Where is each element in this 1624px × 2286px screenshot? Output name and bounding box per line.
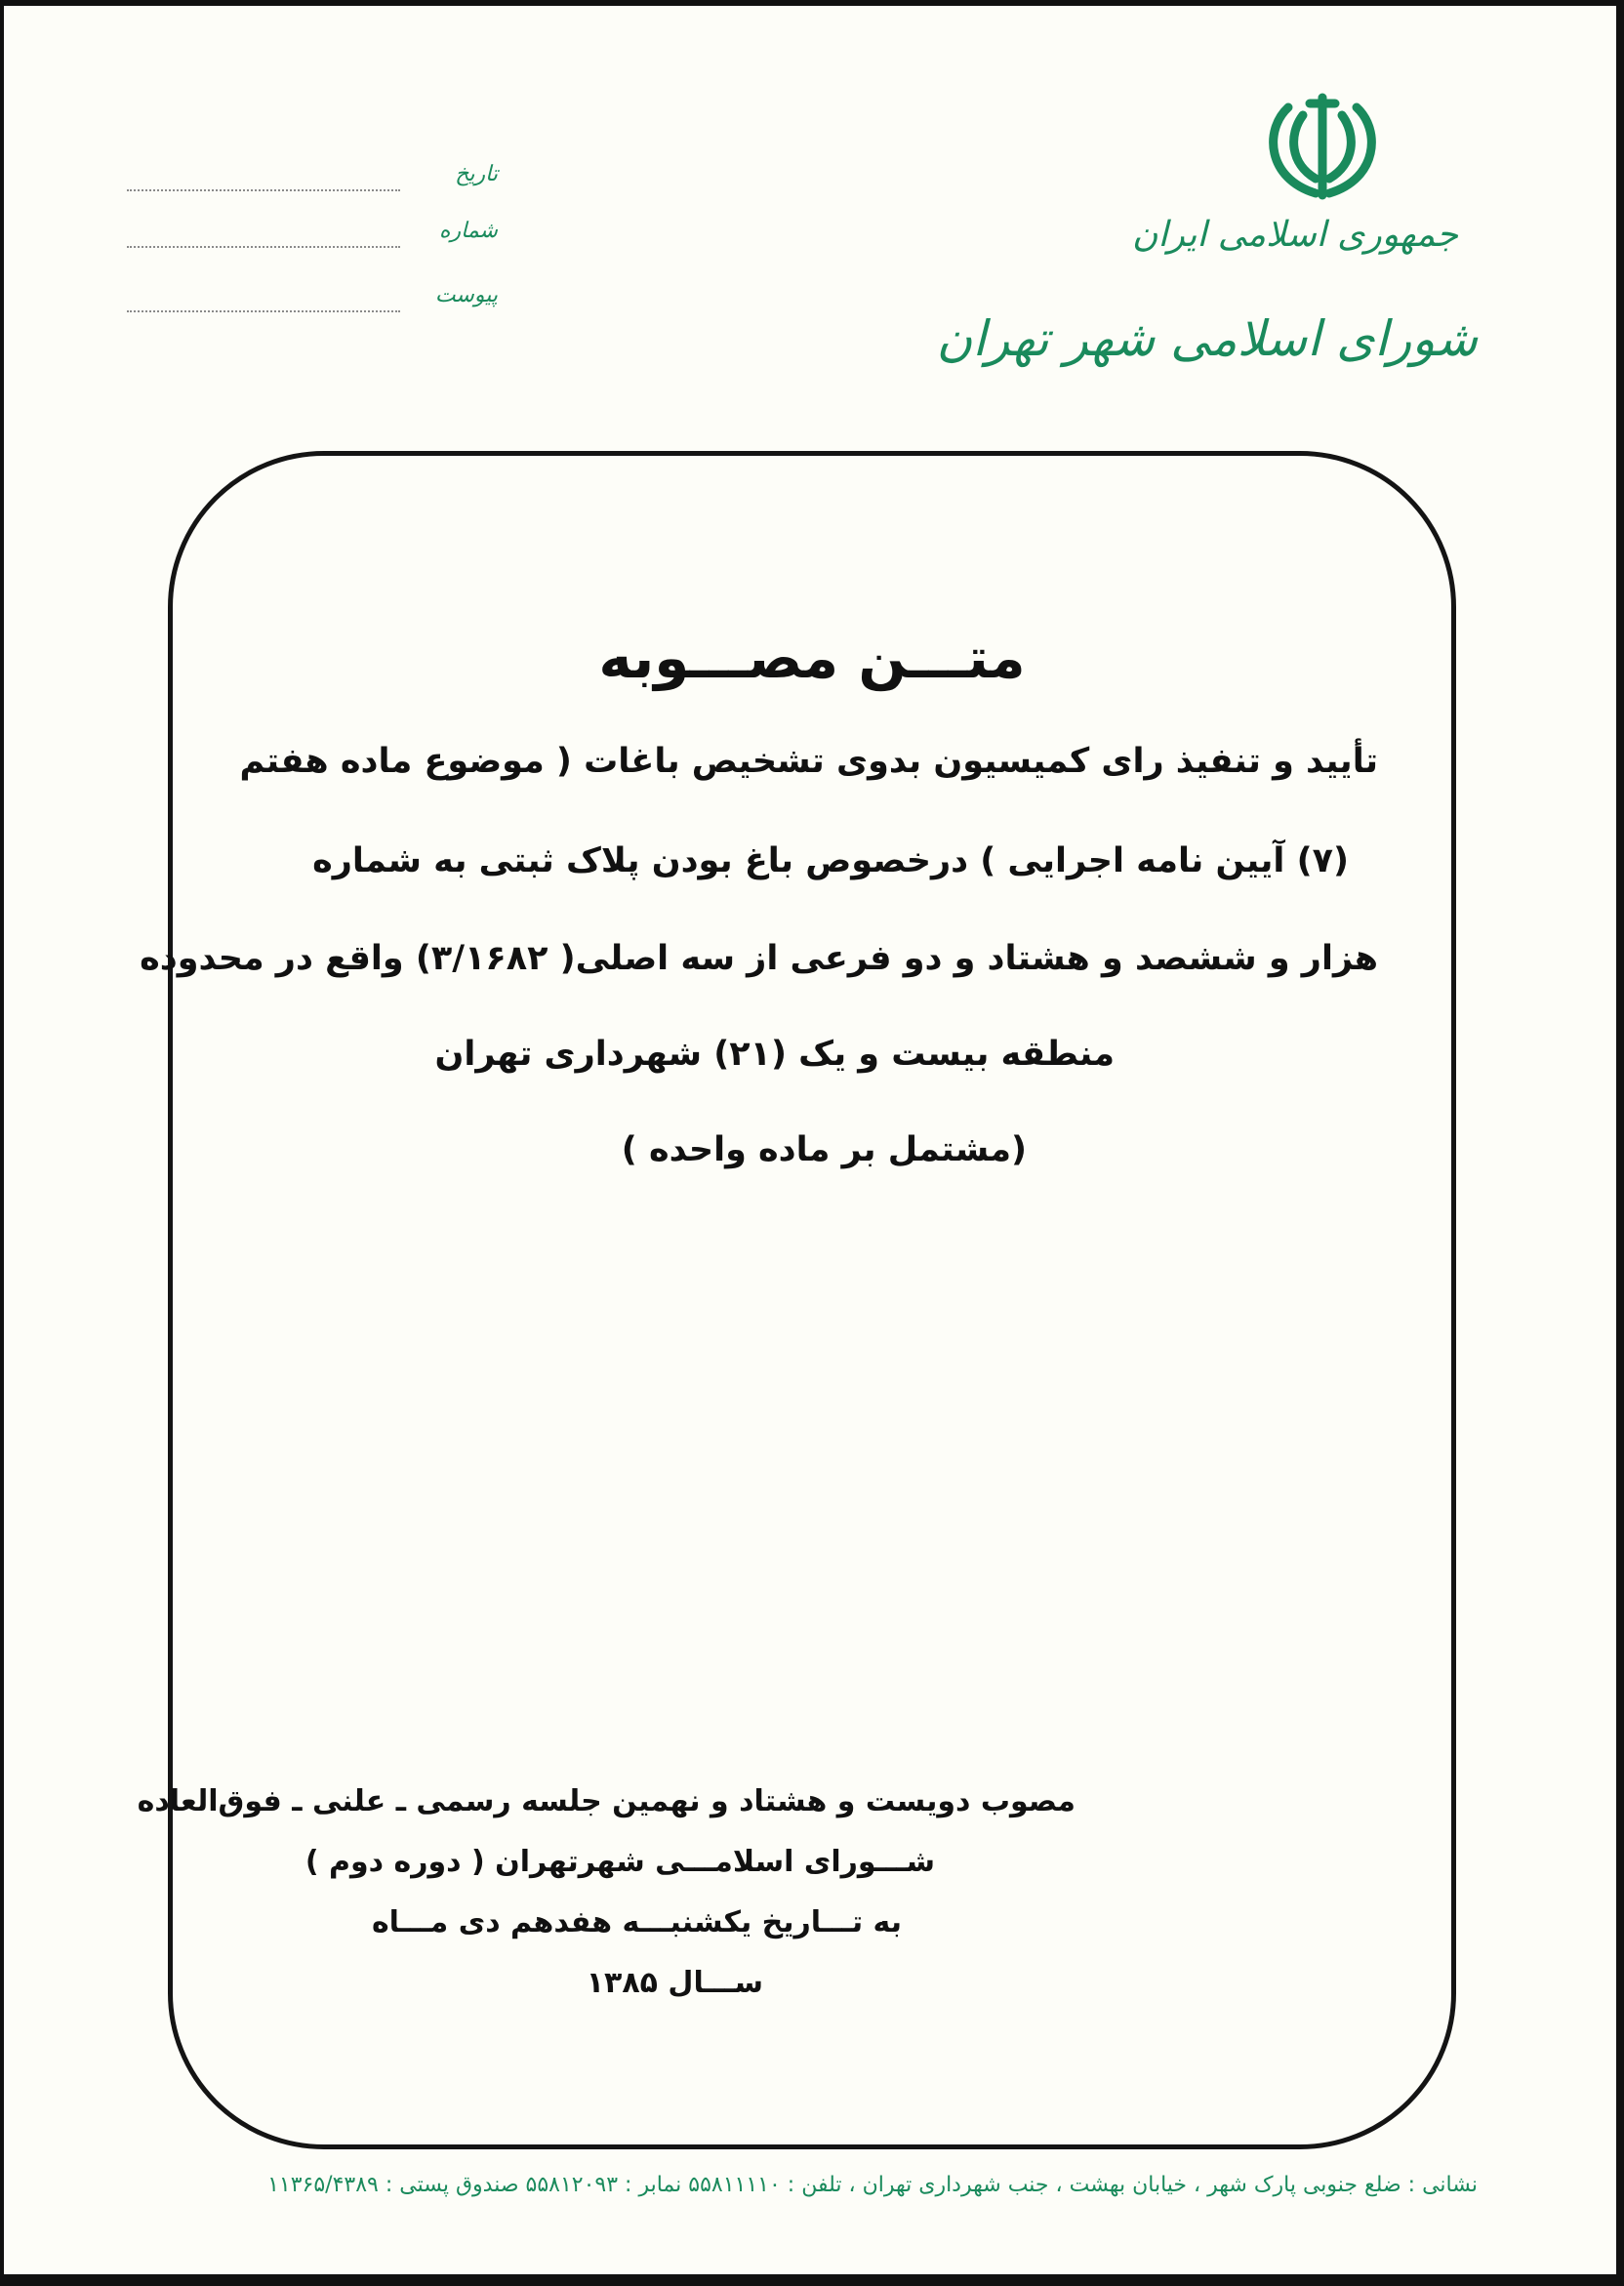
scan-border-right [1616,0,1624,2286]
attachment-label: پیوست [434,283,498,307]
number-field [127,219,498,258]
attachment-line [127,310,400,312]
scan-border-bottom [0,2274,1624,2286]
body-line: تأیید و تنفیذ رای کمیسیون بدوی تشخیص باغات ( موضوع ماده هفتم [239,742,1378,781]
number-line [127,246,400,248]
scan-border-left [0,0,4,2286]
footer-address: نشانی : ضلع جنوبی پارک شهر ، خیابان بهشت ، جنب شهرداری تهران ، تلفن : ۵۵۸۱۱۱۱۰ نمابر : ۵۵۸۱۲۰۹۳ صندوق پستی : ۱۱۳۶۵/۴۳۸۹ [267,2173,1478,2197]
content-frame [168,451,1456,2149]
date-line [127,189,400,191]
date-field [127,162,498,201]
document-title: متـــن مصـــوبه [598,625,1026,691]
body-line: منطقه بیست و یک (۲۱) شهرداری تهران [434,1035,1115,1074]
iran-emblem-icon [1259,86,1386,213]
body-line: (۷) آیین نامه اجرایی ) درخصوص باغ بودن پلاک ثبتی به شماره [312,841,1349,880]
approval-line: مصوب دویست و هشتاد و نهمین جلسه رسمی ـ علنی ـ فوق‌العاده [137,1784,1076,1818]
body-line: (مشتمل بر ماده واحده ) [621,1130,1027,1169]
republic-name: جمهوری اسلامی ایران [1132,215,1458,255]
number-label: شماره [438,219,498,243]
date-label: تاریخ [455,162,498,186]
scan-border-top [0,0,1624,6]
approval-line: شـــورای اسلامـــی شهرتهران ( دوره دوم ) [304,1845,935,1879]
body-line: هزار و ششصد و هشتاد و دو فرعی از سه اصلی( ۳/۱۶۸۲) واقع در محدوده [140,939,1378,978]
council-name: شورای اسلامی شهر تهران [936,310,1478,367]
approval-line: به تـــاریخ یکشنبـــه هفدهم دی مـــاه [371,1905,902,1939]
approval-line: ســـال ۱۳۸۵ [586,1966,763,2000]
attachment-field [127,283,498,322]
